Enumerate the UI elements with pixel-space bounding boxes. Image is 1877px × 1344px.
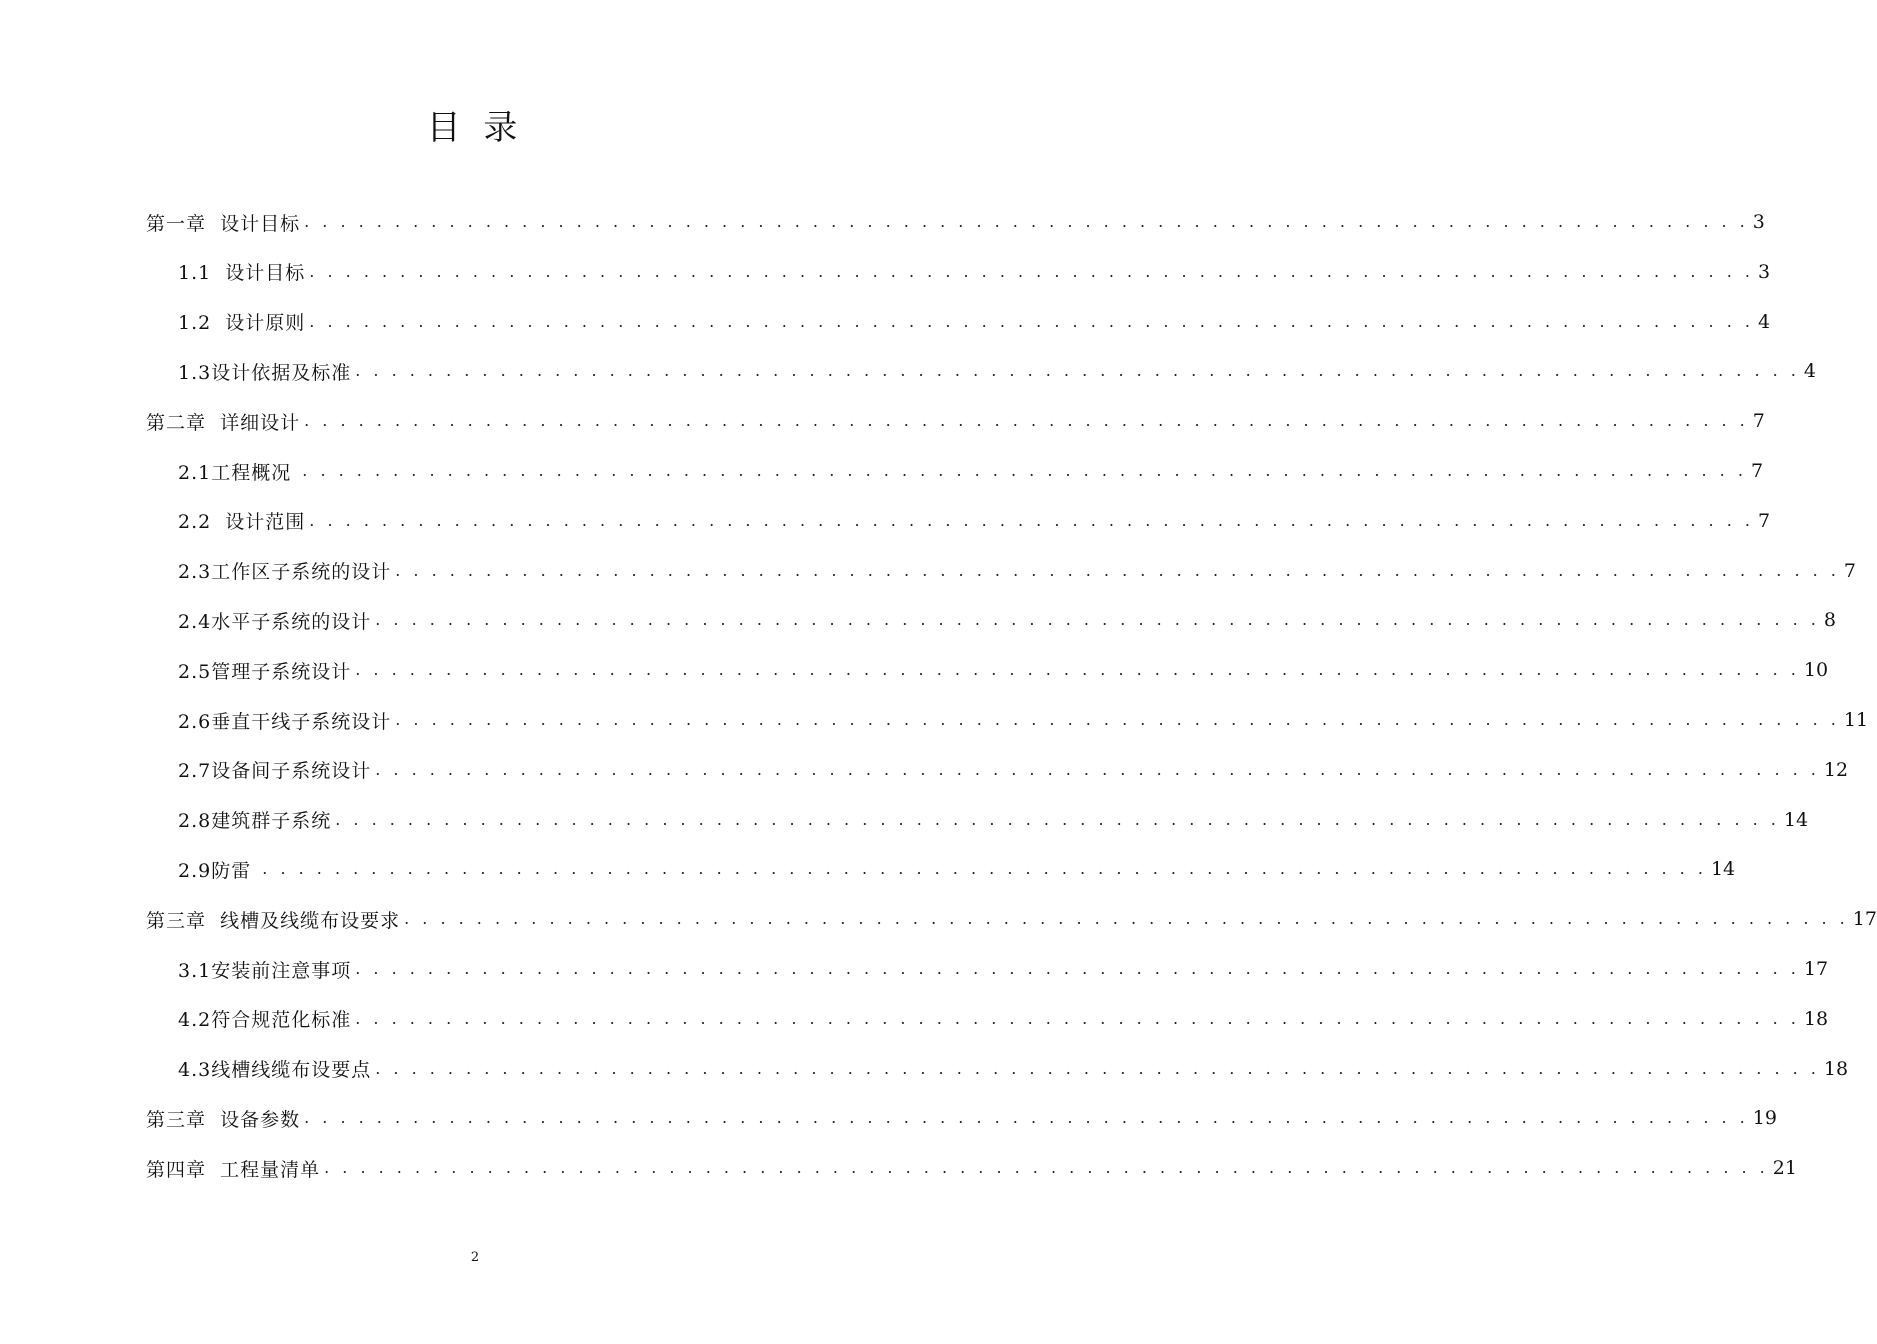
toc-entry-label: 4.2符合规范化标准 bbox=[178, 1009, 352, 1032]
page-number: 2 bbox=[470, 1250, 480, 1265]
toc-entry[interactable] bbox=[178, 805, 1809, 835]
toc-entry-page: 12 bbox=[1823, 758, 1849, 781]
toc-entry[interactable] bbox=[178, 506, 1771, 536]
toc-leader-dots: . . . . . . . . . . . . . . . . . . . . . . . . . . . . . . . . . . . . . . . . . . . . . . . . . . . . . . . . . . . . . . . . . . . . . . . . . . . . . . . . bbox=[404, 909, 1849, 929]
toc-entry-page: 11 bbox=[1843, 709, 1869, 731]
toc-leader-dots: . . . . . . . . . . . . . . . . . . . . . . . . . . . . . . . . . . . . . . . . . . . . . . . . . . . . . . . . . . . . . . . . . . . . . . . . . . . . . . . . bbox=[302, 461, 1747, 480]
toc-entry-label: 2.3工作区子系统的设计 bbox=[178, 561, 392, 584]
toc-entry[interactable] bbox=[146, 406, 1765, 436]
toc-entry-label: 第一章 设计目标 bbox=[146, 212, 301, 235]
toc-entry-label: 第三章 设备参数 bbox=[146, 1108, 301, 1131]
toc-entry[interactable] bbox=[178, 755, 1849, 785]
toc-entry[interactable] bbox=[178, 1004, 1829, 1034]
toc-entry-page: 4 bbox=[1757, 310, 1771, 333]
toc-entry[interactable] bbox=[178, 655, 1829, 685]
toc-entry[interactable] bbox=[178, 605, 1836, 635]
toc-entry-label: 3.1安装前注意事项 bbox=[178, 959, 352, 982]
toc-leader-dots: . . . . . . . . . . . . . . . . . . . . . . . . . . . . . . . . . . . . . . . . . . . . . . . . . . . . . . . . . . . . . . . . . . . . . . . . . . . . . . . . bbox=[304, 1108, 1749, 1128]
toc-leader-dots: . . . . . . . . . . . . . . . . . . . . . . . . . . . . . . . . . . . . . . . . . . . . . . . . . . . . . . . . . . . . . . . . . . . . . . . . . . . . . . . . bbox=[309, 510, 1754, 530]
toc-entry-page: 18 bbox=[1823, 1057, 1849, 1080]
toc-entry-page: 7 bbox=[1843, 559, 1856, 582]
toc-entry[interactable] bbox=[178, 307, 1771, 337]
toc-entry[interactable] bbox=[178, 456, 1764, 486]
toc-entry-label: 2.2 设计范围 bbox=[178, 511, 306, 534]
toc-entry-page: 18 bbox=[1803, 1007, 1829, 1030]
toc-entry[interactable] bbox=[178, 556, 1856, 586]
toc-entry-page: 3 bbox=[1752, 211, 1765, 233]
toc-entry-page: 17 bbox=[1852, 908, 1877, 931]
toc-entry-label: 2.9防雷 bbox=[178, 859, 259, 882]
toc-entry[interactable] bbox=[178, 356, 1816, 386]
toc-entry-page: 8 bbox=[1823, 609, 1836, 632]
toc-leader-dots: . . . . . . . . . . . . . . . . . . . . . . . . . . . . . . . . . . . . . . . . . . . . . . . . . . . . . . . . . . . . . . . . . . . . . . . . . . . . . . . . bbox=[375, 759, 1820, 779]
toc-entry-label: 1.2 设计原则 bbox=[178, 312, 306, 335]
toc-entry-label: 第二章 详细设计 bbox=[146, 411, 301, 434]
toc-leader-dots: . . . . . . . . . . . . . . . . . . . . . . . . . . . . . . . . . . . . . . . . . . . . . . . . . . . . . . . . . . . . . . . . . . . . . . . . . . . . . . . . bbox=[395, 560, 1840, 580]
toc-entry[interactable] bbox=[146, 1153, 1797, 1183]
toc-leader-dots: . . . . . . . . . . . . . . . . . . . . . . . . . . . . . . . . . . . . . . . . . . . . . . . . . . . . . . . . . . . . . . . . . . . . . . . . . . . . . . . . bbox=[309, 261, 1754, 281]
toc-leader-dots: . . . . . . . . . . . . . . . . . . . . . . . . . . . . . . . . . . . . . . . . . . . . . . . . . . . . . . . . . . . . . . . . . . . . . . . . . . . . . . . . bbox=[355, 660, 1800, 680]
toc-leader-dots: . . . . . . . . . . . . . . . . . . . . . . . . . . . . . . . . . . . . . . . . . . . . . . . . . . . . . . . . . . . . . . . . . . . . . . . . . . . . . . . . bbox=[375, 610, 1820, 630]
toc-leader-dots: . . . . . . . . . . . . . . . . . . . . . . . . . . . . . . . . . . . . . . . . . . . . . . . . . . . . . . . . . . . . . . . . . . . . . . . . . . . . . . . . bbox=[304, 411, 1749, 431]
toc-entry-label: 第四章 工程量清单 bbox=[146, 1158, 321, 1181]
toc-entry[interactable] bbox=[146, 1103, 1777, 1133]
toc-title: 目 录 bbox=[426, 108, 524, 148]
toc-entry-page: 19 bbox=[1752, 1107, 1777, 1130]
toc-entry[interactable] bbox=[178, 705, 1869, 735]
toc-entry-label: 4.3线槽线缆布设要点 bbox=[178, 1059, 372, 1082]
toc-entry-label: 2.7设备间子系统设计 bbox=[178, 760, 372, 783]
toc-entry-page: 7 bbox=[1757, 509, 1771, 532]
toc-entry-label: 2.5管理子系统设计 bbox=[178, 660, 352, 683]
toc-leader-dots: . . . . . . . . . . . . . . . . . . . . . . . . . . . . . . . . . . . . . . . . . . . . . . . . . . . . . . . . . . . . . . . . . . . . . . . . . . . . . . . . bbox=[395, 710, 1840, 729]
toc-entry-label: 1.3设计依据及标准 bbox=[178, 361, 352, 384]
toc-entry[interactable] bbox=[178, 257, 1771, 287]
toc-entry-page: 14 bbox=[1783, 808, 1809, 831]
toc-leader-dots: . . . . . . . . . . . . . . . . . . . . . . . . . . . . . . . . . . . . . . . . . . . . . . . . . . . . . . . . . . . . . . . . . . . . . . . . . . . . . . . . bbox=[304, 212, 1749, 231]
toc-entry-page: 10 bbox=[1803, 659, 1829, 682]
toc-entry-label: 第三章 线槽及线缆布设要求 bbox=[146, 909, 401, 932]
toc-entry[interactable] bbox=[146, 904, 1877, 934]
toc-leader-dots: . . . . . . . . . . . . . . . . . . . . . . . . . . . . . . . . . . . . . . . . . . . . . . . . . . . . . . . . . . . . . . . . . . . . . . . . . . . . . . . . bbox=[355, 959, 1800, 978]
toc-entry-page: 14 bbox=[1710, 858, 1736, 881]
toc-entry[interactable] bbox=[178, 954, 1829, 984]
toc-entry-label: 2.1工程概况 bbox=[178, 461, 299, 484]
toc-entry[interactable] bbox=[178, 1054, 1849, 1084]
toc-entry-page: 7 bbox=[1750, 460, 1764, 482]
toc-leader-dots: . . . . . . . . . . . . . . . . . . . . . . . . . . . . . . . . . . . . . . . . . . . . . . . . . . . . . . . . . . . . . . . . . . . . . . . . . . . . . . . . bbox=[335, 809, 1780, 829]
toc-entry-page: 4 bbox=[1803, 360, 1816, 383]
toc-leader-dots: . . . . . . . . . . . . . . . . . . . . . . . . . . . . . . . . . . . . . . . . . . . . . . . . . . . . . . . . . . . . . . . . . . . . . . . . . . . . . . . . bbox=[324, 1158, 1769, 1178]
toc-leader-dots: . . . . . . . . . . . . . . . . . . . . . . . . . . . . . . . . . . . . . . . . . . . . . . . . . . . . . . . . . . . . . . . . . . . . . . . . . . . . . . . . bbox=[375, 1058, 1820, 1078]
toc-entry-label: 1.1 设计目标 bbox=[178, 262, 306, 285]
toc-leader-dots: . . . . . . . . . . . . . . . . . . . . . . . . . . . . . . . . . . . . . . . . . . . . . . . . . . . . . . . . . . . . . . . . . . . . . . . . . . . . . . . . bbox=[309, 311, 1754, 331]
toc-entry-page: 7 bbox=[1752, 410, 1765, 433]
toc-entry-page: 3 bbox=[1757, 260, 1771, 283]
toc-leader-dots: . . . . . . . . . . . . . . . . . . . . . . . . . . . . . . . . . . . . . . . . . . . . . . . . . . . . . . . . . . . . . . . . . . . . . . . . . . . . . . . . bbox=[355, 361, 1800, 381]
toc-entry-label: 2.4水平子系统的设计 bbox=[178, 610, 372, 633]
toc-entry-page: 21 bbox=[1772, 1157, 1797, 1180]
toc-entry-label: 2.6垂直干线子系统设计 bbox=[178, 710, 392, 733]
toc-leader-dots: . . . . . . . . . . . . . . . . . . . . . . . . . . . . . . . . . . . . . . . . . . . . . . . . . . . . . . . . . . . . . . . . . . . . . . . . . . . . . . . . bbox=[262, 859, 1707, 879]
toc-leader-dots: . . . . . . . . . . . . . . . . . . . . . . . . . . . . . . . . . . . . . . . . . . . . . . . . . . . . . . . . . . . . . . . . . . . . . . . . . . . . . . . . bbox=[355, 1008, 1800, 1028]
toc-entry-label: 2.8建筑群子系统 bbox=[178, 810, 332, 833]
toc-entry[interactable] bbox=[146, 207, 1765, 237]
toc-entry-page: 17 bbox=[1803, 958, 1829, 980]
toc-entry[interactable] bbox=[178, 854, 1736, 884]
